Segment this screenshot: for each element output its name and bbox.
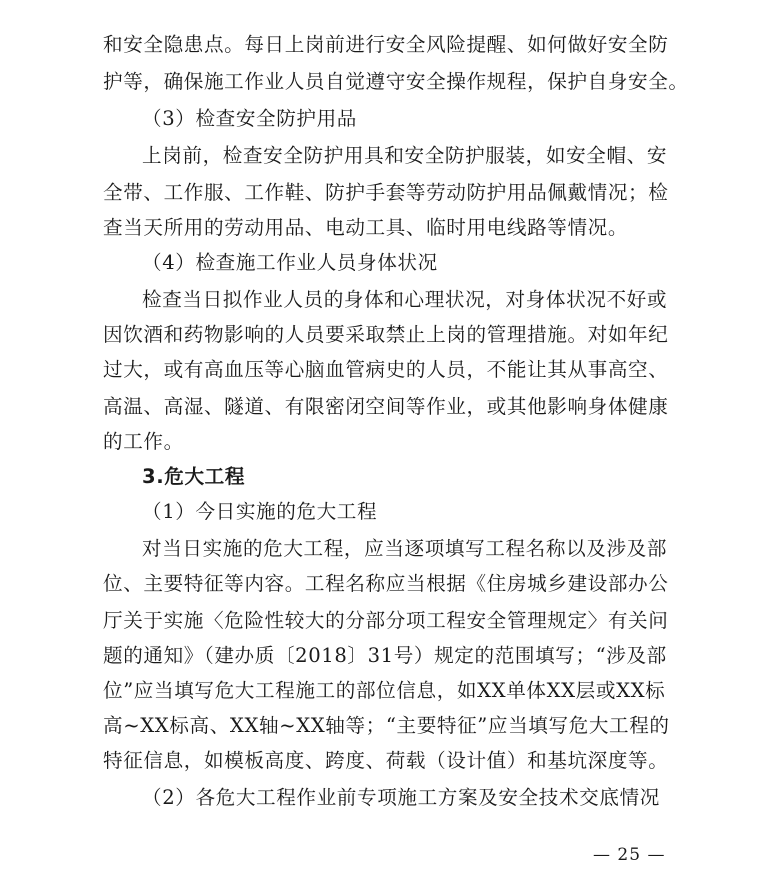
- paragraph-line: 上岗前，检查安全防护用具和安全防护服装，如安全帽、安: [142, 144, 668, 167]
- paragraph-line: 过大，或有高血压等心脑血管病史的人员，不能让其从事高空、: [103, 358, 669, 381]
- paragraph-line: 查当天所用的劳动用品、电动工具、临时用电线路等情况。: [103, 216, 629, 239]
- section-heading: 3.危大工程: [142, 465, 246, 488]
- paragraph-line: 题的通知》（建办质〔2018〕31号）规定的范围填写；“涉及部: [103, 644, 667, 667]
- paragraph-line: 护等，确保施工作业人员自觉遵守安全操作规程，保护自身安全。: [103, 70, 689, 93]
- paragraph-line: 特征信息，如模板高度、跨度、荷载（设计值）和基坑深度等。: [103, 749, 669, 772]
- paragraph-line: 位、主要特征等内容。工程名称应当根据《住房城乡建设部办公: [103, 572, 669, 595]
- subsection-heading: （1）今日实施的危大工程: [142, 500, 378, 523]
- paragraph-line: 全带、工作服、工作鞋、防护手套等劳动防护用品佩戴情况；检: [103, 181, 669, 204]
- subsection-heading: （4）检查施工作业人员身体状况: [142, 251, 438, 274]
- paragraph-line: 高~XX标高、XX轴~XX轴等；“主要特征”应当填写危大工程的: [103, 714, 670, 737]
- paragraph-line: 因饮酒和药物影响的人员要采取禁止上岗的管理措施。对如年纪: [103, 323, 669, 346]
- paragraph-line: 对当日实施的危大工程，应当逐项填写工程名称以及涉及部: [142, 537, 668, 560]
- paragraph-line: 位”应当填写危大工程施工的部位信息，如XX单体XX层或XX标: [103, 679, 666, 702]
- subsection-heading: （2）各危大工程作业前专项施工方案及安全技术交底情况: [142, 786, 660, 809]
- paragraph-line: 的工作。: [103, 430, 184, 453]
- paragraph-line: 检查当日拟作业人员的身体和心理状况，对身体状况不好或: [142, 288, 668, 311]
- page-number: — 25 —: [593, 845, 666, 865]
- subsection-heading: （3）检查安全防护用品: [142, 107, 358, 130]
- paragraph-line: 高温、高湿、隧道、有限密闭空间等作业，或其他影响身体健康: [103, 395, 669, 418]
- paragraph-line: 和安全隐患点。每日上岗前进行安全风险提醒、如何做好安全防: [103, 33, 669, 56]
- paragraph-line: 厅关于实施〈危险性较大的分部分项工程安全管理规定〉有关问: [103, 609, 669, 632]
